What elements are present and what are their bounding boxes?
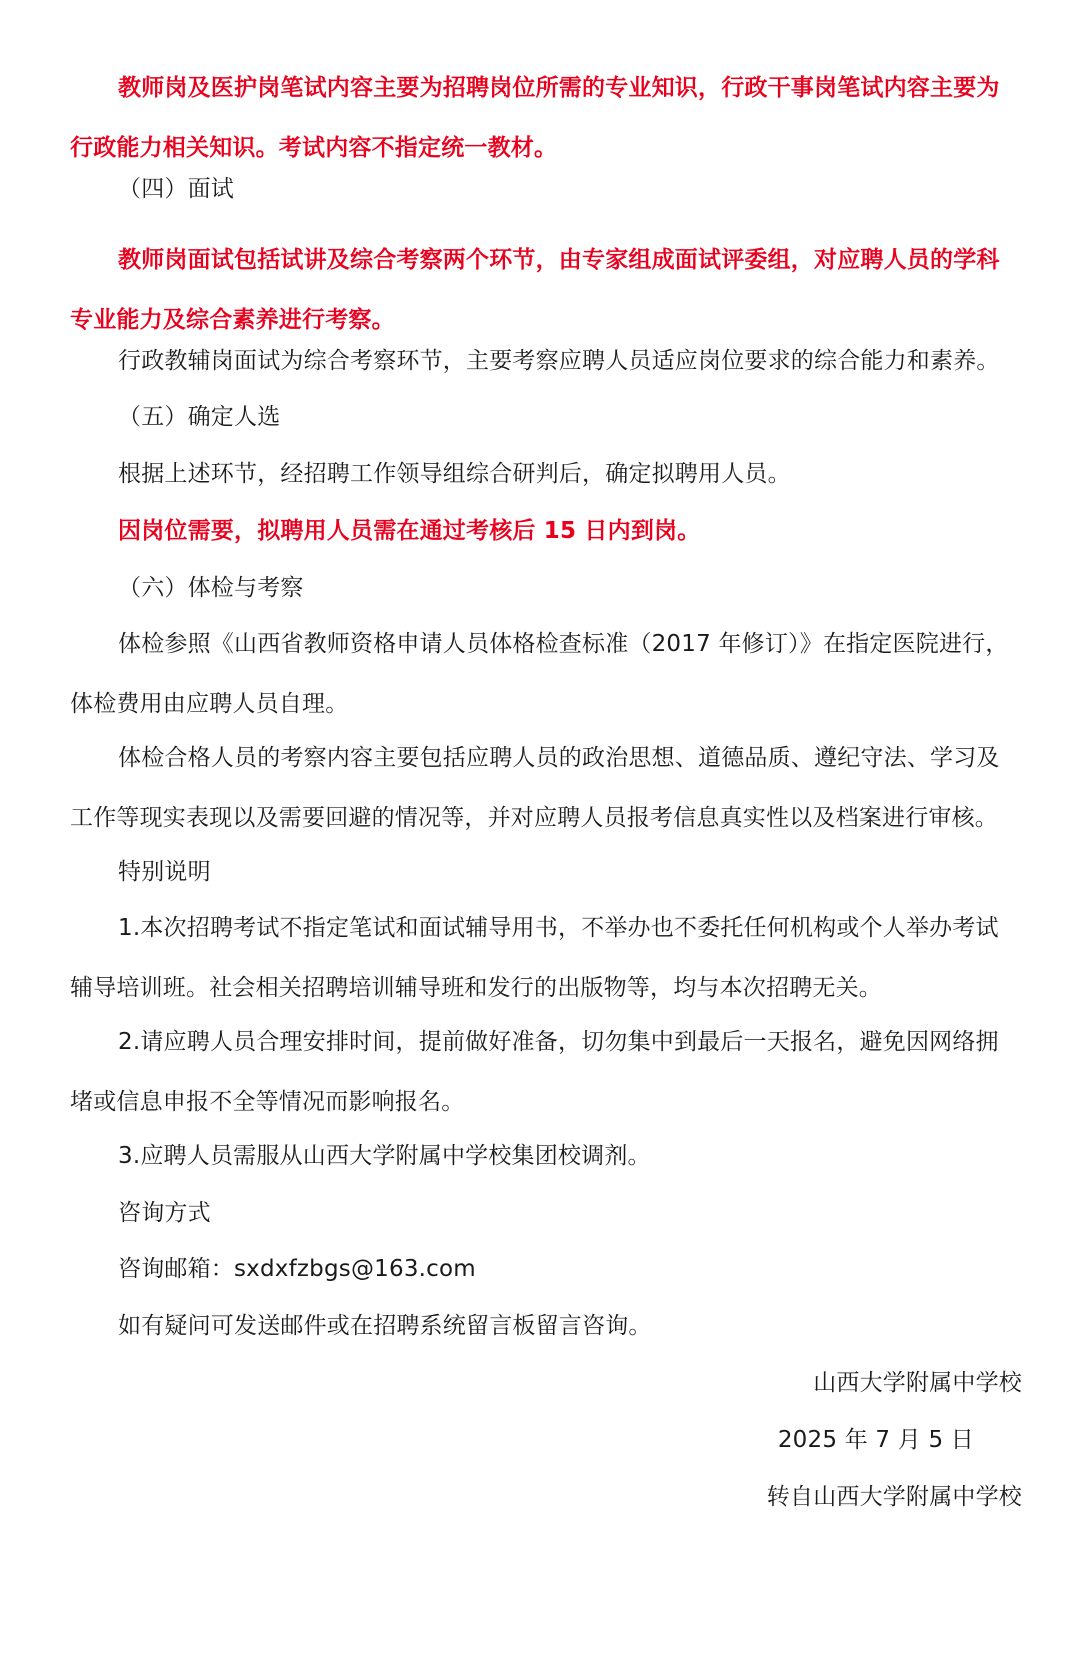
special-note-2: [70, 1012, 1022, 1132]
admin-interview-paragraph: 行政教辅岗面试为综合考察环节，主要考察应聘人员适应岗位要求的综合能力和素养。: [118, 348, 1000, 374]
medical-exam-line-2: 体检费用由应聘人员自理。: [70, 691, 349, 717]
special-note-1-line-2: 辅导培训班。社会相关招聘培训辅导班和发行的出版物等，均与本次招聘无关。: [70, 975, 882, 1001]
source-attribution: 转自山西大学附属中学校: [766, 1484, 1022, 1510]
teacher-interview-line-1: 教师岗面试包括试讲及综合考察两个环节，由专家组成面试评委组，对应聘人员的学科: [118, 247, 1000, 273]
written-exam-paragraph: [70, 58, 1022, 178]
section-heading-medical: （六）体检与考察: [118, 575, 304, 601]
special-note-2-line-2: 堵或信息申报不全等情况而影响报名。: [70, 1089, 465, 1115]
special-note-3: 3.应聘人员需服从山西大学附属中学校集团校调剂。: [118, 1143, 651, 1169]
inspection-line-1: 体检合格人员的考察内容主要包括应聘人员的政治思想、道德品质、遵纪守法、学习及: [118, 745, 1000, 771]
signature-date: 2025 年 7 月 5 日: [777, 1427, 974, 1453]
contact-email: 咨询邮箱：sxdxfzbgs@163.com: [118, 1256, 476, 1282]
inspection-paragraph: [70, 728, 1022, 848]
signature-organization: 山西大学附属中学校: [813, 1370, 1022, 1396]
medical-exam-paragraph: [70, 614, 1022, 734]
section-heading-interview: （四）面试: [118, 176, 234, 202]
special-note-2-line-1: 2.请应聘人员合理安排时间，提前做好准备，切勿集中到最后一天报名，避免因网络拥: [118, 1029, 999, 1055]
contact-note: 如有疑问可发送邮件或在招聘系统留言板留言咨询。: [118, 1313, 652, 1339]
special-notes-heading: 特别说明: [118, 859, 211, 885]
inspection-line-2: 工作等现实表现以及需要回避的情况等，并对应聘人员报考信息真实性以及档案进行审核。: [70, 805, 998, 831]
selection-paragraph: 根据上述环节，经招聘工作领导组综合研判后，确定拟聘用人员。: [118, 461, 791, 487]
teacher-interview-line-2: 专业能力及综合素养进行考察。: [70, 307, 395, 333]
section-heading-selection: （五）确定人选: [118, 404, 281, 430]
written-exam-line-1: 教师岗及医护岗笔试内容主要为招聘岗位所需的专业知识，行政干事岗笔试内容主要为: [118, 75, 1000, 101]
contact-heading: 咨询方式: [118, 1200, 211, 1226]
teacher-interview-paragraph: [70, 230, 1022, 350]
special-note-1: [70, 898, 1022, 1018]
special-note-1-line-1: 1.本次招聘考试不指定笔试和面试辅导用书，不举办也不委托任何机构或个人举办考试: [118, 915, 999, 941]
written-exam-line-2: 行政能力相关知识。考试内容不指定统一教材。: [70, 135, 558, 161]
onboarding-notice: 因岗位需要，拟聘用人员需在通过考核后 15 日内到岗。: [118, 518, 701, 544]
medical-exam-line-1: 体检参照《山西省教师资格申请人员体格检查标准（2017 年修订）》在指定医院进行，: [118, 631, 1009, 657]
